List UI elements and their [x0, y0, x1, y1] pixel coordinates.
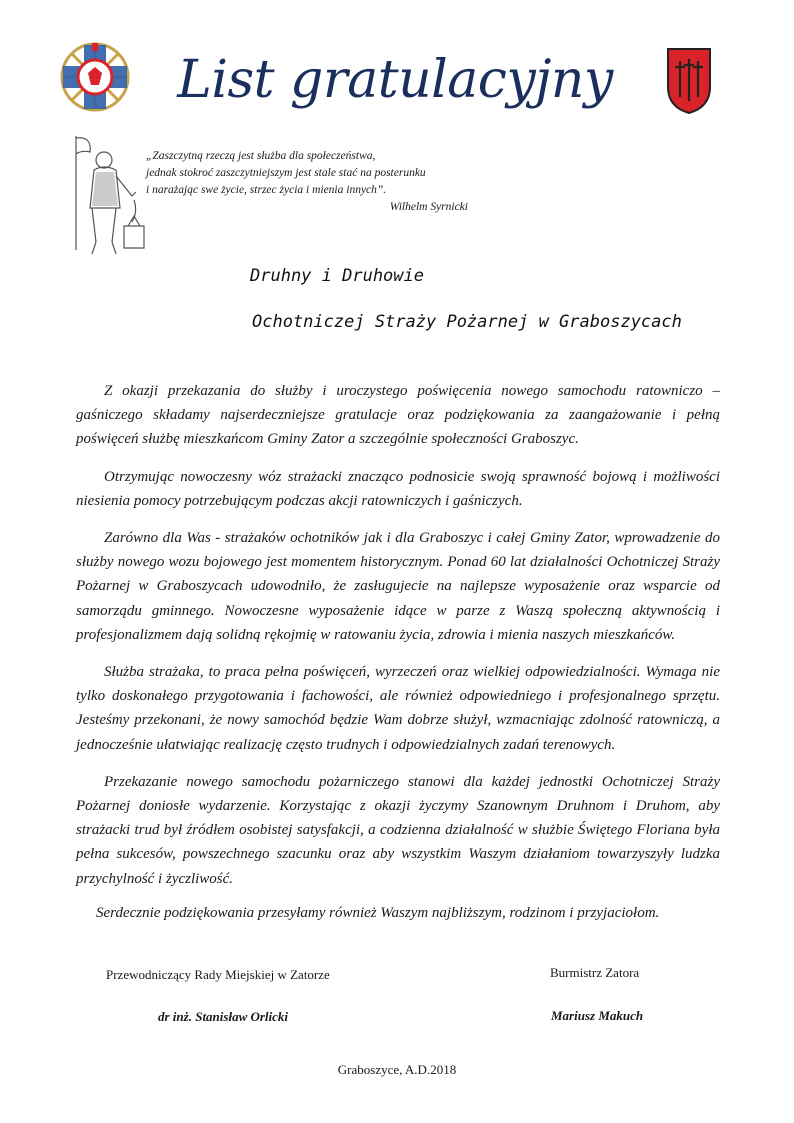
- quote-line: i narażając swe życie, strzec życia i mienia innych”.: [146, 184, 387, 196]
- signature-name-right: Mariusz Makuch: [551, 1008, 644, 1023]
- quote-block: [146, 148, 468, 216]
- quote-line: jednak stokroć zaszczytniejszym jest stale stać na posterunku: [146, 167, 426, 179]
- closing-text: Serdecznie podziękowania przesyłamy również Waszym najbliższym, rodzinom i przyjaciołom.: [96, 905, 660, 921]
- addressee-line-1: Druhny i Druhowie: [250, 266, 424, 286]
- coat-of-arms-icon: [666, 47, 712, 115]
- letter-body: [76, 379, 720, 904]
- signature-role-right: Burmistrz Zatora: [550, 965, 640, 980]
- place-and-date: Graboszyce, A.D.2018: [337, 1062, 457, 1077]
- body-paragraph: Przekazanie nowego samochodu pożarniczego stanowi dla każdej jednostki Ochotniczej Straży Pożarnej doniosłe wydarzenie. Korzystając z okazji życzymy Szanownym Druhnom i Druhom, aby strażacki trud był źródłem osobistej satysfakcji, a codzienna działalność w służbie Świętego Floriana była pełna sukcesów, powszechnego szacunku oraz aby wszystkim Waszym działaniom towarzyszyły ludzka przychylność i życzliwość.: [76, 773, 720, 887]
- body-paragraph: Służba strażaka, to praca pełna poświęceń, wyrzeczeń oraz wielkiej odpowiedzialności. Wymaga nie tylko doskonałego przygotowania i fachowości, ale również odpowiedniego i profesjonalnego sprzętu. Jesteśmy przekonani, że nowy samochód będzie Wam dobrze służył, wzmacniając zdolność ratowniczą, a jednocześnie ułatwiając realizację często trudnych i odpowiedzialnych zadań terenowych.: [76, 664, 720, 753]
- fire-brigade-emblem-icon: [58, 40, 132, 114]
- addressee-line-2: Ochotniczej Straży Pożarnej w Graboszycach: [252, 312, 682, 332]
- body-paragraph: Z okazji przekazania do służby i uroczystego poświęcenia nowego samochodu ratowniczo – gaśniczego składamy najserdeczniejsze gratulacje oraz podziękowania za zaangażowanie i pełną poświęceń służbę mieszkańcom Gminy Zator a szczególnie społeczności Graboszyc.: [76, 383, 720, 448]
- quote-line: „Zaszczytną rzeczą jest służba dla społeczeństwa,: [146, 150, 376, 162]
- body-paragraph: Zarówno dla Was - strażaków ochotników jak i dla Graboszyc i całej Gminy Zator, wprowadzenie do służby nowego wozu bojowego jest momentem historycznym. Ponad 60 lat działalności Ochotniczej Straży Pożarnej w Graboszycach udowodniło, że zasługujecie na najlepsze wyposażenie oraz wsparcie od samorządu gminnego. Nowoczesne wyposażenie idące w parze z Waszą społeczną aktywnością i profesjonalizmem dają solidną rękojmię w ratowaniu życia, zdrowia i mienia naszych mieszkańców.: [76, 530, 720, 643]
- saint-florian-illustration-icon: [62, 130, 152, 260]
- quote-author: Wilhelm Syrnicki: [389, 201, 468, 213]
- signature-name-left: dr inż. Stanisław Orlicki: [158, 1009, 289, 1024]
- closing-line: [76, 905, 720, 922]
- body-paragraph: Otrzymując nowoczesny wóz strażacki znacząco podnosicie swoją sprawność bojową i możliwości niesienia pomocy potrzebującym podczas akcji ratowniczych i gaśniczych.: [76, 468, 720, 509]
- signature-role-left: Przewodniczący Rady Miejskiej w Zatorze: [106, 967, 330, 982]
- page-title: List gratulacyjny: [177, 50, 613, 110]
